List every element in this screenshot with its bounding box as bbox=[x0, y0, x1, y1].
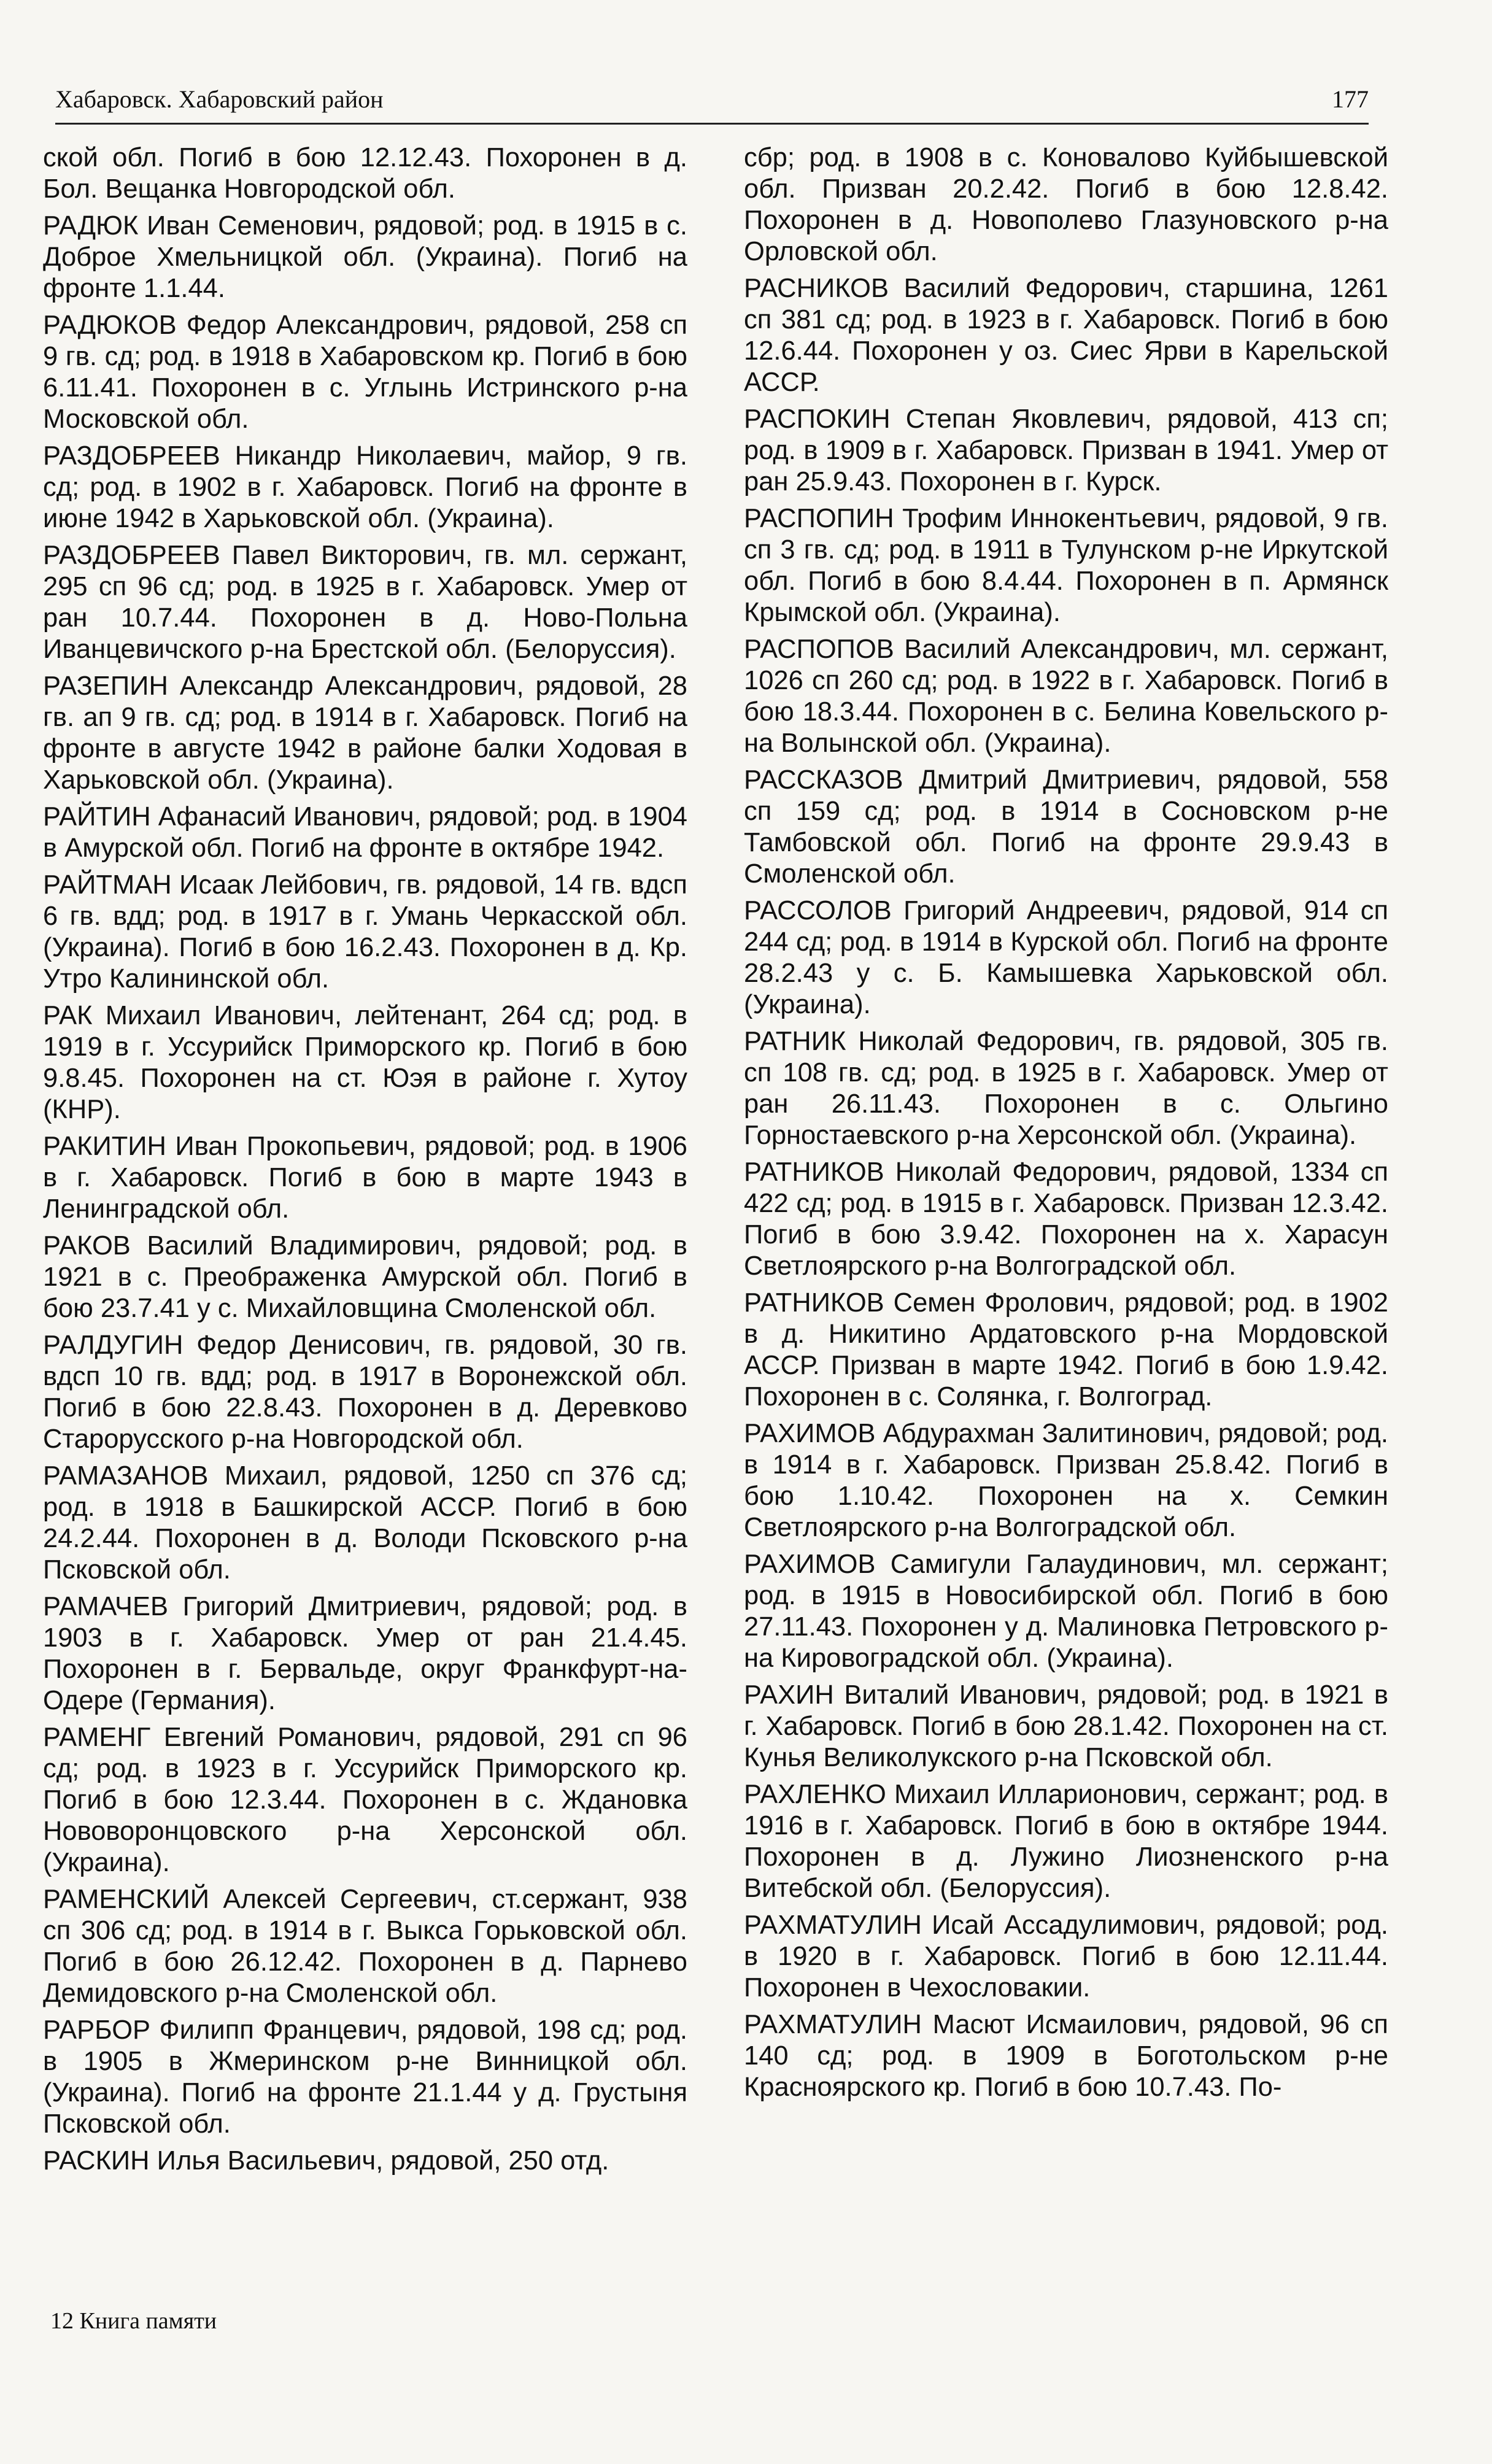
entry: РАЗДОБРЕЕВ Павел Викторович, гв. мл. сержант, 295 сп 96 сд; род. в 1925 в г. Хабаровск. Умер от ран 10.7.44. Похоронен в д. Ново-Польна Иванцевичского р-на Брестской обл. (Белоруссия). bbox=[43, 541, 687, 664]
entry: РАЗДОБРЕЕВ Никандр Николаевич, майор, 9 гв. сд; род. в 1902 в г. Хабаровск. Погиб на фронте в июне 1942 в Харьковской обл. (Украина). bbox=[43, 441, 687, 533]
entry: РАХИН Виталий Иванович, рядовой; род. в 1921 в г. Хабаровск. Погиб в бою 28.1.42. Похоронен на ст. Кунья Великолукского р-на Псковской обл. bbox=[744, 1680, 1388, 1772]
entry: РАСПОКИН Степан Яковлевич, рядовой, 413 сп; род. в 1909 в г. Хабаровск. Призван в 1941. Умер от ран 25.9.43. Похоронен в г. Курск. bbox=[744, 404, 1388, 496]
entry: РАСПОПОВ Василий Александрович, мл. сержант, 1026 сп 260 сд; род. в 1922 в г. Хабаровск. Погиб в бою 18.3.44. Похоронен в с. Белина Ковельского р-на Волынской обл. (Украина). bbox=[744, 635, 1388, 758]
entry: РАМАЗАНОВ Михаил, рядовой, 1250 сп 376 сд; род. в 1918 в Башкирской АССР. Погиб в бою 24.2.44. Похоронен в д. Володи Псковского р-на Псковской обл. bbox=[43, 1461, 687, 1585]
entry: РАТНИКОВ Семен Фролович, рядовой; род. в 1902 в д. Никитино Ардатовского р-на Мордовской АССР. Призван в марте 1942. Погиб в бою 1.9.42. Похоронен в с. Солянка, г. Волгоград. bbox=[744, 1288, 1388, 1412]
entry: РАХМАТУЛИН Масют Исмаилович, рядовой, 96 сп 140 сд; род. в 1909 в Боготольском р-не Красноярского кр. Погиб в бою 10.7.43. По- bbox=[744, 2010, 1388, 2102]
entry: РАТНИКОВ Николай Федорович, рядовой, 1334 сп 422 сд; род. в 1915 в г. Хабаровск. Призван 12.3.42. Погиб в бою 3.9.42. Похоронен на х. Харасун Светлоярского р-на Волгоградской обл. bbox=[744, 1157, 1388, 1281]
left-column bbox=[43, 142, 687, 2303]
entry: РАЙТМАН Исаак Лейбович, гв. рядовой, 14 гв. вдсп 6 гв. вдд; род. в 1917 в г. Умань Черкасской обл. (Украина). Погиб в бою 16.2.43. Похоронен в д. Кр. Утро Калининской обл. bbox=[43, 870, 687, 994]
entry: РАРБОР Филипп Францевич, рядовой, 198 сд; род. в 1905 в Жмеринском р-не Винницкой обл. (Украина). Погиб на фронте 21.1.44 у д. Грустыня Псковской обл. bbox=[43, 2015, 687, 2139]
entry: РАСНИКОВ Василий Федорович, старшина, 1261 сп 381 сд; род. в 1923 в г. Хабаровск. Погиб в бою 12.6.44. Похоронен у оз. Сиес Ярви в Карельской АССР. bbox=[744, 274, 1388, 397]
right-column bbox=[744, 142, 1388, 2303]
entry: РАТНИК Николай Федорович, гв. рядовой, 305 гв. сп 108 гв. сд; род. в 1925 в г. Хабаровск. Умер от ран 26.11.43. Похоронен в с. Ольгино Горностаевского р-на Херсонской обл. (Украина). bbox=[744, 1027, 1388, 1150]
entry: ской обл. Погиб в бою 12.12.43. Похоронен в д. Бол. Вещанка Новгородской обл. bbox=[43, 143, 687, 204]
running-head-title: Хабаровск. Хабаровский район bbox=[55, 85, 384, 113]
entry: РАК Михаил Иванович, лейтенант, 264 сд; род. в 1919 в г. Уссурийск Приморского кр. Погиб в бою 9.8.45. Похоронен на ст. Юэя в районе г. Хутоу (КНР). bbox=[43, 1001, 687, 1124]
entry: РАХМАТУЛИН Исай Ассадулимович, рядовой; род. в 1920 в г. Хабаровск. Погиб в бою 12.11.44. Похоронен в Чехословакии. bbox=[744, 1910, 1388, 2002]
entry: РАСКИН Илья Васильевич, рядовой, 250 отд. bbox=[43, 2146, 609, 2176]
entry: РАХИМОВ Абдурахман Залитинович, рядовой; род. в 1914 в г. Хабаровск. Призван 25.8.42. Погиб в бою 1.10.42. Похоронен на х. Семкин Светлоярского р-на Волгоградской обл. bbox=[744, 1419, 1388, 1542]
entry: РАСПОПИН Трофим Иннокентьевич, рядовой, 9 гв. сп 3 гв. сд; род. в 1911 в Тулунском р-не Иркутской обл. Погиб в бою 8.4.44. Похоронен в п. Армянск Крымской обл. (Украина). bbox=[744, 504, 1388, 627]
entry: РАХИМОВ Самигули Галаудинович, мл. сержант; род. в 1915 в Новосибирской обл. Погиб в бою 27.11.43. Похоронен у д. Малиновка Петровского р-на Кировоградской обл. (Украина). bbox=[744, 1550, 1388, 1673]
entry: РАССОЛОВ Григорий Андреевич, рядовой, 914 сп 244 сд; род. в 1914 в Курской обл. Погиб на фронте 28.2.43 у с. Б. Камышевка Харьковской обл. (Украина). bbox=[744, 896, 1388, 1019]
entry: РАЙТИН Афанасий Иванович, рядовой; род. в 1904 в Амурской обл. Погиб на фронте в октябре 1942. bbox=[43, 802, 687, 863]
entry: РАДЮК Иван Семенович, рядовой; род. в 1915 в с. Доброе Хмельницкой обл. (Украина). Погиб на фронте 1.1.44. bbox=[43, 211, 687, 303]
entry: РАКИТИН Иван Прокопьевич, рядовой; род. в 1906 в г. Хабаровск. Погиб в бою в марте 1943 в Ленинградской обл. bbox=[43, 1132, 687, 1224]
page-footer: 12 Книга памяти bbox=[50, 2308, 217, 2334]
entry: сбр; род. в 1908 в с. Коновалово Куйбышевской обл. Призван 20.2.42. Погиб в бою 12.8.42. Похоронен в д. Новополево Глазуновского р-на Орловской обл. bbox=[744, 143, 1388, 266]
entry: РАЗЕПИН Александр Александрович, рядовой, 28 гв. ап 9 гв. сд; род. в 1914 в г. Хабаровск. Погиб на фронте в августе 1942 в районе балки Ходовая в Харьковской обл. (Украина). bbox=[43, 671, 687, 795]
page-number: 177 bbox=[1332, 85, 1369, 113]
page-header bbox=[55, 85, 1369, 128]
entry: РАЛДУГИН Федор Денисович, гв. рядовой, 30 гв. вдсп 10 гв. вдд; род. в 1917 в Воронежской обл. Погиб в бою 22.8.43. Похоронен в д. Деревково Старорусского р-на Новгородской обл. bbox=[43, 1330, 687, 1454]
entry: РАМЕНГ Евгений Романович, рядовой, 291 сп 96 сд; род. в 1923 в г. Уссурийск Приморского кр. Погиб в бою 12.3.44. Похоронен в с. Ждановка Нововоронцовского р-на Херсонской обл. (Украина). bbox=[43, 1723, 687, 1877]
entry: РАДЮКОВ Федор Александрович, рядовой, 258 сп 9 гв. сд; род. в 1918 в Хабаровском кр. Погиб в бою 6.11.41. Похоронен в с. Углынь Истринского р-на Московской обл. bbox=[43, 311, 687, 434]
header-rule bbox=[55, 123, 1369, 125]
entry: РАССКАЗОВ Дмитрий Дмитриевич, рядовой, 558 сп 159 сд; род. в 1914 в Сосновском р-не Тамбовской обл. Погиб на фронте 29.9.43 в Смоленской обл. bbox=[744, 765, 1388, 889]
entry: РАХЛЕНКО Михаил Илларионович, сержант; род. в 1916 в г. Хабаровск. Погиб в бою в октябре 1944. Похоронен в д. Лужино Лиозненского р-на Витебской обл. (Белоруссия). bbox=[744, 1780, 1388, 1903]
entry: РАМАЧЕВ Григорий Дмитриевич, рядовой; род. в 1903 в г. Хабаровск. Умер от ран 21.4.45. Похоронен в г. Бервальде, округ Франкфурт-на-Одере (Германия). bbox=[43, 1592, 687, 1715]
entry: РАКОВ Василий Владимирович, рядовой; род. в 1921 в с. Преображенка Амурской обл. Погиб в бою 23.7.41 у с. Михайловщина Смоленской обл. bbox=[43, 1231, 687, 1323]
entry: РАМЕНСКИЙ Алексей Сергеевич, ст.сержант, 938 сп 306 сд; род. в 1914 в г. Выкса Горьковской обл. Погиб в бою 26.12.42. Похоронен в д. Парнево Демидовского р-на Смоленской обл. bbox=[43, 1885, 687, 2008]
